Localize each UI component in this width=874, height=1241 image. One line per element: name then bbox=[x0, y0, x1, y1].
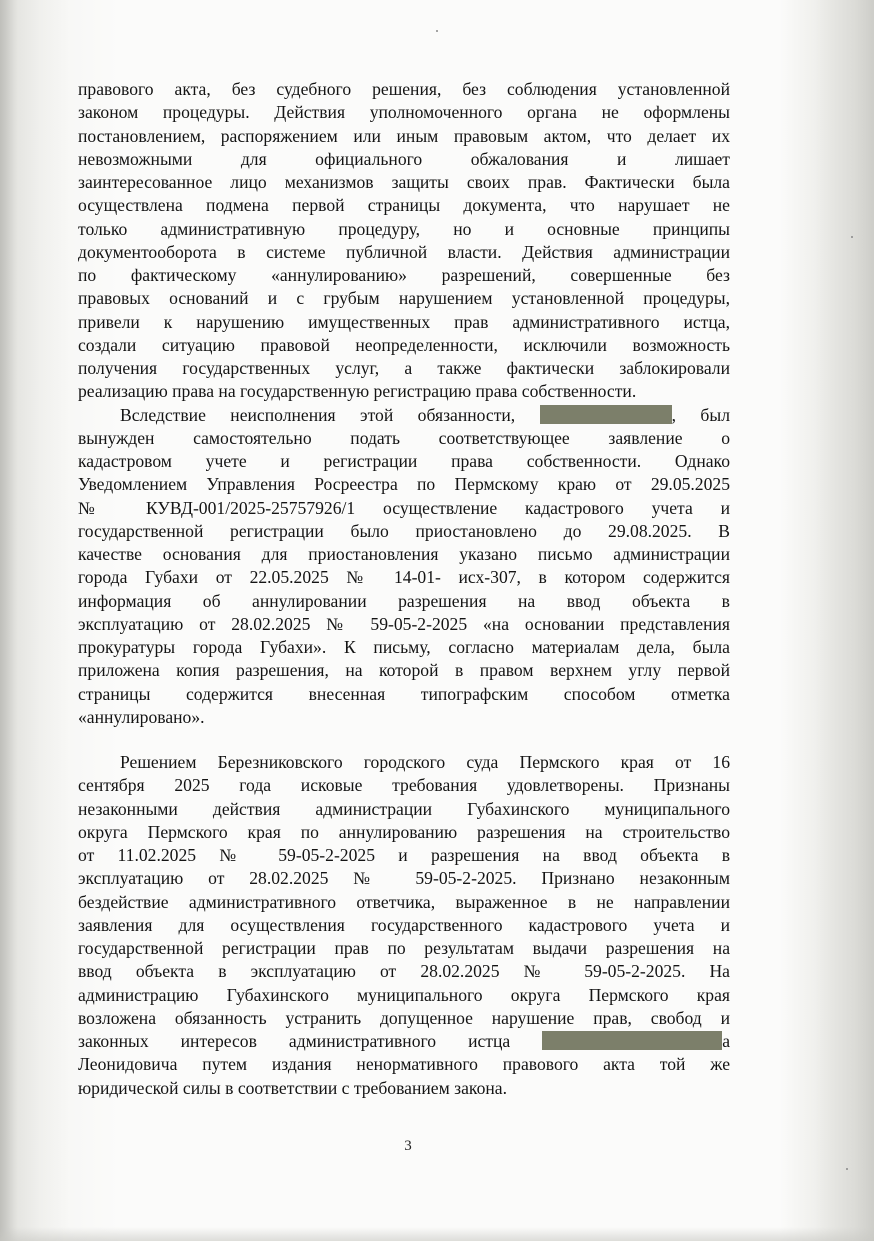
text-line: ввод объекта в эксплуатацию от 28.02.2025 № 59-05-2-2025. На bbox=[78, 961, 730, 982]
text-line: сентября 2025 года исковые требования удовлетворены. Признаны bbox=[78, 775, 730, 796]
text-line: «аннулировано». bbox=[78, 706, 205, 727]
text-fragment: а bbox=[722, 1031, 730, 1051]
redaction-box bbox=[540, 405, 672, 424]
scan-speck bbox=[436, 30, 438, 32]
text-fragment: законных интересов административного истца bbox=[78, 1031, 511, 1051]
text-line: Уведомлением Управления Росреестра по Пермскому краю от 29.05.2025 bbox=[78, 474, 730, 495]
page-bottom-shadow bbox=[0, 1227, 874, 1241]
text-line: юридической силы в соответствии с требованием закона. bbox=[78, 1077, 507, 1098]
text-line: правового акта, без судебного решения, без соблюдения установленной bbox=[78, 79, 730, 99]
document-body bbox=[78, 78, 730, 1100]
text-line: вынужден самостоятельно подать соответствующее заявление о bbox=[78, 427, 730, 448]
text-line: привели к нарушению имущественных прав административного истца, bbox=[78, 311, 730, 332]
scan-speck bbox=[846, 1168, 848, 1170]
text-line: по фактическому «аннулированию» разрешений, совершенные без bbox=[78, 265, 730, 285]
text-fragment: Вследствие неисполнения этой обязанности, bbox=[120, 404, 516, 425]
text-line: невозможными для официального обжалования и лишает bbox=[78, 148, 730, 169]
redaction-box bbox=[542, 1031, 722, 1050]
text-line: государственной регистрации прав по результатам выдачи разрешения на bbox=[78, 938, 730, 958]
text-line: эксплуатацию от 28.02.2025 № 59-05-2-2025 «на основании представления bbox=[78, 613, 730, 634]
paragraph-2 bbox=[78, 404, 730, 730]
text-line-with-redaction bbox=[78, 1030, 730, 1053]
text-line: возложена обязанность устранить допущенное нарушение прав, свобод и bbox=[78, 1007, 730, 1028]
text-line: заявления для осуществления государственного кадастрового учета и bbox=[78, 914, 730, 935]
paragraph-3 bbox=[78, 751, 730, 1100]
paragraph-gap bbox=[78, 729, 730, 751]
text-line-with-redaction bbox=[78, 404, 730, 427]
text-line: администрацию Губахинского муниципального округа Пермского края bbox=[78, 984, 730, 1005]
text-line: осуществлена подмена первой страницы документа, что нарушает не bbox=[78, 195, 730, 216]
text-line: приложена копия разрешения, на которой в правом верхнем углу первой bbox=[78, 660, 730, 681]
text-line: заинтересованное лицо механизмов защиты своих прав. Фактически была bbox=[78, 172, 730, 192]
text-line: получения государственных услуг, а также фактически заблокировали bbox=[78, 358, 730, 378]
text-line: реализацию права на государственную регистрацию права собственности. bbox=[78, 381, 637, 402]
text-line: № КУВД-001/2025-25757926/1 осуществление кадастрового учета и bbox=[78, 497, 730, 518]
text-line: города Губахи от 22.05.2025 № 14-01- исх-307, в котором содержится bbox=[78, 567, 730, 588]
text-line: Леонидовича путем издания ненормативного правового акта той же bbox=[78, 1054, 730, 1075]
text-line: незаконными действия администрации Губахинского муниципального bbox=[78, 798, 730, 819]
text-line: законом процедуры. Действия уполномоченного органа не оформлены bbox=[78, 102, 730, 123]
text-line: кадастровом учете и регистрации права собственности. Однако bbox=[78, 451, 730, 471]
text-line: округа Пермского края по аннулированию разрешения на строительство bbox=[78, 821, 730, 842]
text-line: информация об аннулировании разрешения на ввод объекта в bbox=[78, 590, 730, 611]
text-line: страницы содержится внесенная типографским способом отметка bbox=[78, 683, 730, 704]
scan-speck bbox=[851, 236, 853, 238]
text-line: только административную процедуру, но и основные принципы bbox=[78, 218, 730, 239]
text-fragment: , был bbox=[671, 404, 730, 425]
text-line: постановлением, распоряжением или иным правовым актом, что делает их bbox=[78, 125, 730, 146]
text-line: документооборота в системе публичной власти. Действия администрации bbox=[78, 241, 730, 262]
text-line: качестве основания для приостановления указано письмо администрации bbox=[78, 544, 730, 564]
text-line: создали ситуацию правовой неопределенности, исключили возможность bbox=[78, 334, 730, 355]
text-line: эксплуатацию от 28.02.2025 № 59-05-2-2025. Признано незаконным bbox=[78, 868, 730, 889]
text-line: прокуратуры города Губахи». К письму, согласно материалам дела, была bbox=[78, 637, 730, 657]
text-line: от 11.02.2025 № 59-05-2-2025 и разрешения на ввод объекта в bbox=[78, 845, 730, 865]
page-number: 3 bbox=[404, 1138, 412, 1154]
paragraph-1 bbox=[78, 78, 730, 404]
page-fold-shadow bbox=[0, 0, 70, 1241]
text-line: государственной регистрации было приостановлено до 29.08.2025. В bbox=[78, 520, 730, 541]
text-line: Решением Березниковского городского суда Пермского края от 16 bbox=[120, 752, 730, 772]
page-edge-shadow bbox=[814, 0, 874, 1241]
text-line: бездействие административного ответчика, выраженное в не направлении bbox=[78, 891, 730, 912]
text-line: правовых оснований и с грубым нарушением установленной процедуры, bbox=[78, 288, 730, 309]
